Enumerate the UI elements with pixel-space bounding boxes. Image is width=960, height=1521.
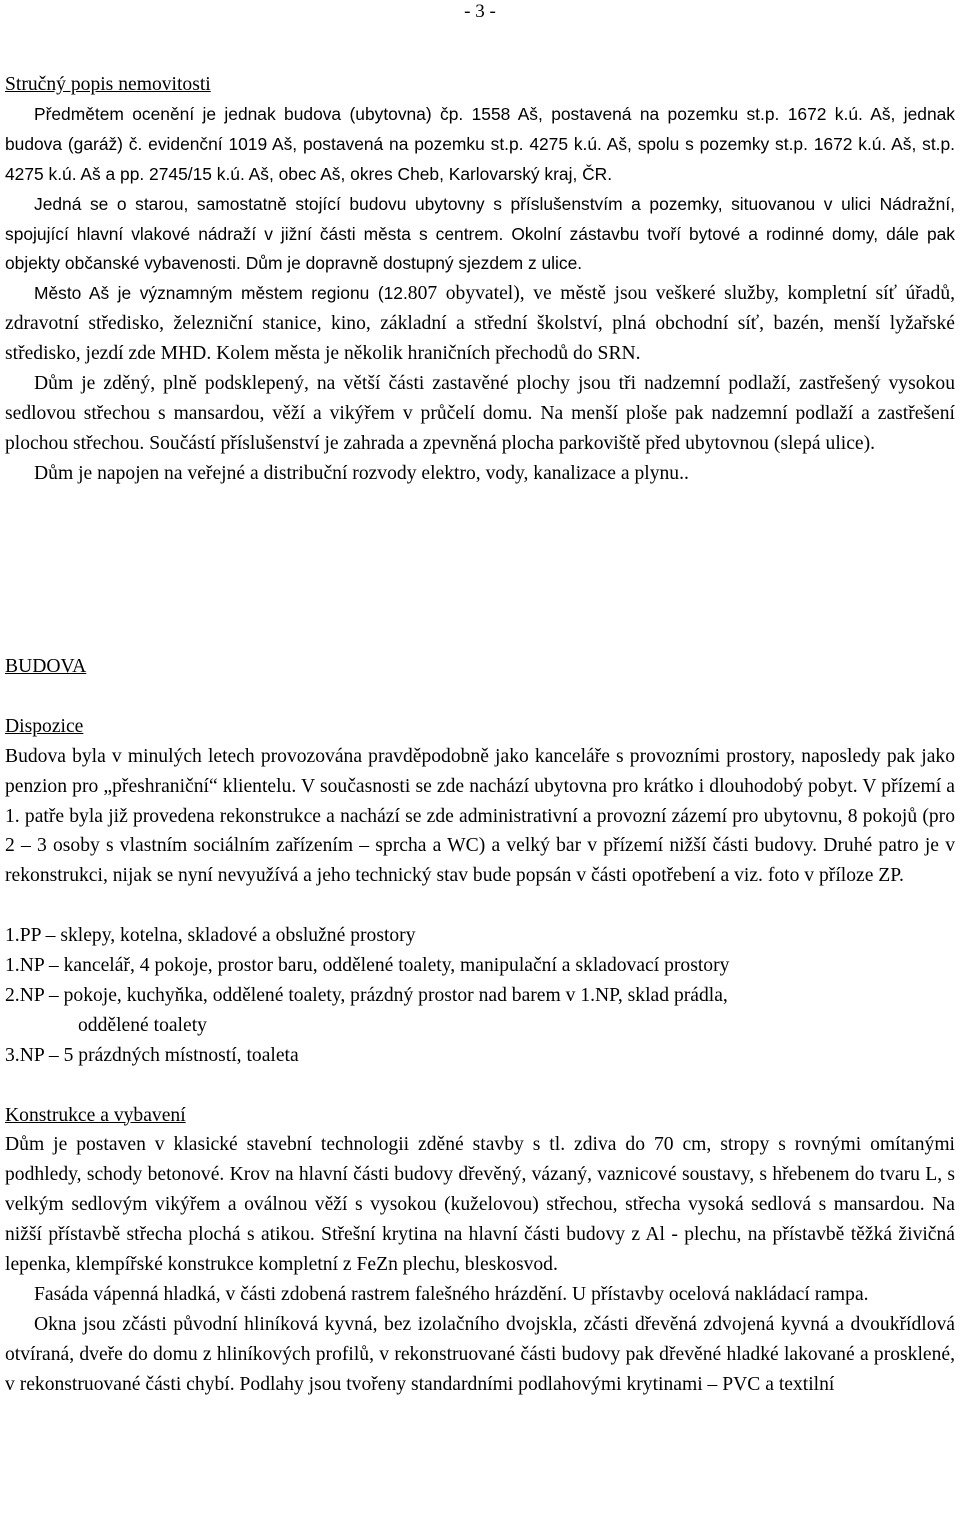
section-title-building: BUDOVA xyxy=(5,656,87,677)
paragraph-layout: Budova byla v minulých letech provozována pravděpodobně jako kanceláře s provozními prostory, naposledy pak jako penzion pro „přeshraniční“ klientelu. V současnosti se zde nachází ubytovna pro krátko i dlouhodobý pobyt. V přízemí a 1. patře byla již provedena rekonstrukce a nachází se zde administrativní a provozní zázemí pro ubytovnu, 8 pokojů (pro 2 – 3 osoby s vlastním sociálním zařízením – sprcha a WC) a velký bar v přízemí nižší části budovy. Druhé patro je v rekonstrukci, nijak se nyní nevyužívá a jeho technický stav bude popsán v části opotřebení a viz. foto v příloze ZP. xyxy=(5,745,955,887)
paragraph-location: Jedná se o starou, samostatně stojící budovu ubytovny s příslušenstvím a pozemky, situovanou v ulici Nádražní, spojující hlavní vlakové nádraží v jižní části města s centrem. Okolní zástavbu tvoří bytové a rodinné domy, dále pak objekty občanské vybavenosti. Dům je dopravně dostupný sjezdem z ulice. xyxy=(5,193,955,274)
paragraph-house: Dům je zděný, plně podsklepený, na větší části zastavěné plochy jsou tři nadzemní podlaží, zastřešený vysokou sedlovou střechou s mansardou, věží a vikýřem v průčelí domu. Na menší ploše pak nadzemní podlaží a zastřešení plochou střechou. Součástí příslušenství je zahrada a zpevněná plocha parkoviště před ubytovnou (slepá ulice). xyxy=(5,373,955,454)
floor-item-3np: 3.NP – 5 prázdných místností, toaleta xyxy=(5,1044,299,1066)
floor-item-2np: 2.NP – pokoje, kuchyňka, oddělené toalety, prázdný prostor nad barem v 1.NP, sklad prádla, xyxy=(5,984,728,1006)
subsection-title-construction: Konstrukce a vybavení xyxy=(5,1104,186,1126)
paragraph-town-part2: 807 obyvatel), ve městě jsou veškeré služby, kompletní síť úřadů, zdravotní středisko, železniční stanice, kino, základní a střední školství, plná obchodní síť, bazén, menší lyžařské středisko, jezdí zde MHD. Kolem města je několik hraničních přechodů do SRN. xyxy=(5,283,956,365)
floor-item-1np: 1.NP – kancelář, 4 pokoje, prostor baru, oddělené toalety, manipulační a skladovací prostory xyxy=(5,955,730,977)
section-building xyxy=(5,652,955,1400)
page-number: - 3 - xyxy=(464,1,496,22)
floor-item-1pp: 1.PP – sklepy, kotelna, skladové a obslužné prostory xyxy=(5,925,416,947)
section-description xyxy=(5,70,955,489)
subsection-title-layout: Dispozice xyxy=(5,715,84,737)
paragraph-utilities: Dům je napojen na veřejné a distribuční rozvody elektro, vody, kanalizace a plynu.. xyxy=(34,462,689,484)
paragraph-subject: Předmětem ocenění je jednak budova (ubytovna) čp. 1558 Aš, postavená na pozemku st.p. 1672 k.ú. Aš, jednak budova (garáž) č. evidenční 1019 Aš, postavená na pozemku st.p. 4275 k.ú. Aš, spolu s pozemky st.p. 1672 k.ú. Aš, st.p. 4275 k.ú. Aš a pp. 2745/15 k.ú. Aš, obec Aš, okres Cheb, Karlovarský kraj, ČR. xyxy=(5,103,955,184)
floor-item-2np-continued: oddělené toalety xyxy=(78,1014,207,1036)
section-title-description: Stručný popis nemovitosti xyxy=(5,74,211,95)
paragraph-windows: Okna jsou zčásti původní hliníková kyvná, bez izolačního dvojskla, zčásti dřevěná zdvojená kyvná a dvoukřídlová otvíraná, dveře do domu z hliníkových profilů, v rekonstruované části budovy pak dřevěné hladké lakované a prosklené, v rekonstruované části chybí. Podlahy jsou tvořeny standardními podlahovými krytinami – PVC a textilní xyxy=(5,1313,955,1395)
paragraph-construction: Dům je postaven v klasické stavební technologii zděné stavby s tl. zdiva do 70 cm, stropy s rovnými omítanými podhledy, schody betonové. Krov na hlavní části budovy dřevěný, vázaný, vaznicové soustavy, s hřebenem do tvaru L, s velkým sedlovým vikýřem a oválnou věží s vysokou (kuželovou) střechou, střecha vysoká sedlová s mansardou. Na nižší přístavbě střecha plochá s atikou. Střešní krytina na hlavní části budovy z Al - plechu, na přístavbě těžká živičná lepenka, klempířské konstrukce kompletní z FeZn plechu, bleskosvod. xyxy=(5,1134,955,1276)
paragraph-town-part1: Město Aš je významným městem regionu (12. xyxy=(34,283,408,304)
paragraph-facade: Fasáda vápenná hladká, v části zdobená rastrem falešného hrázdění. U přístavby ocelová nakládací rampa. xyxy=(34,1283,869,1305)
paragraph-town xyxy=(5,279,955,369)
